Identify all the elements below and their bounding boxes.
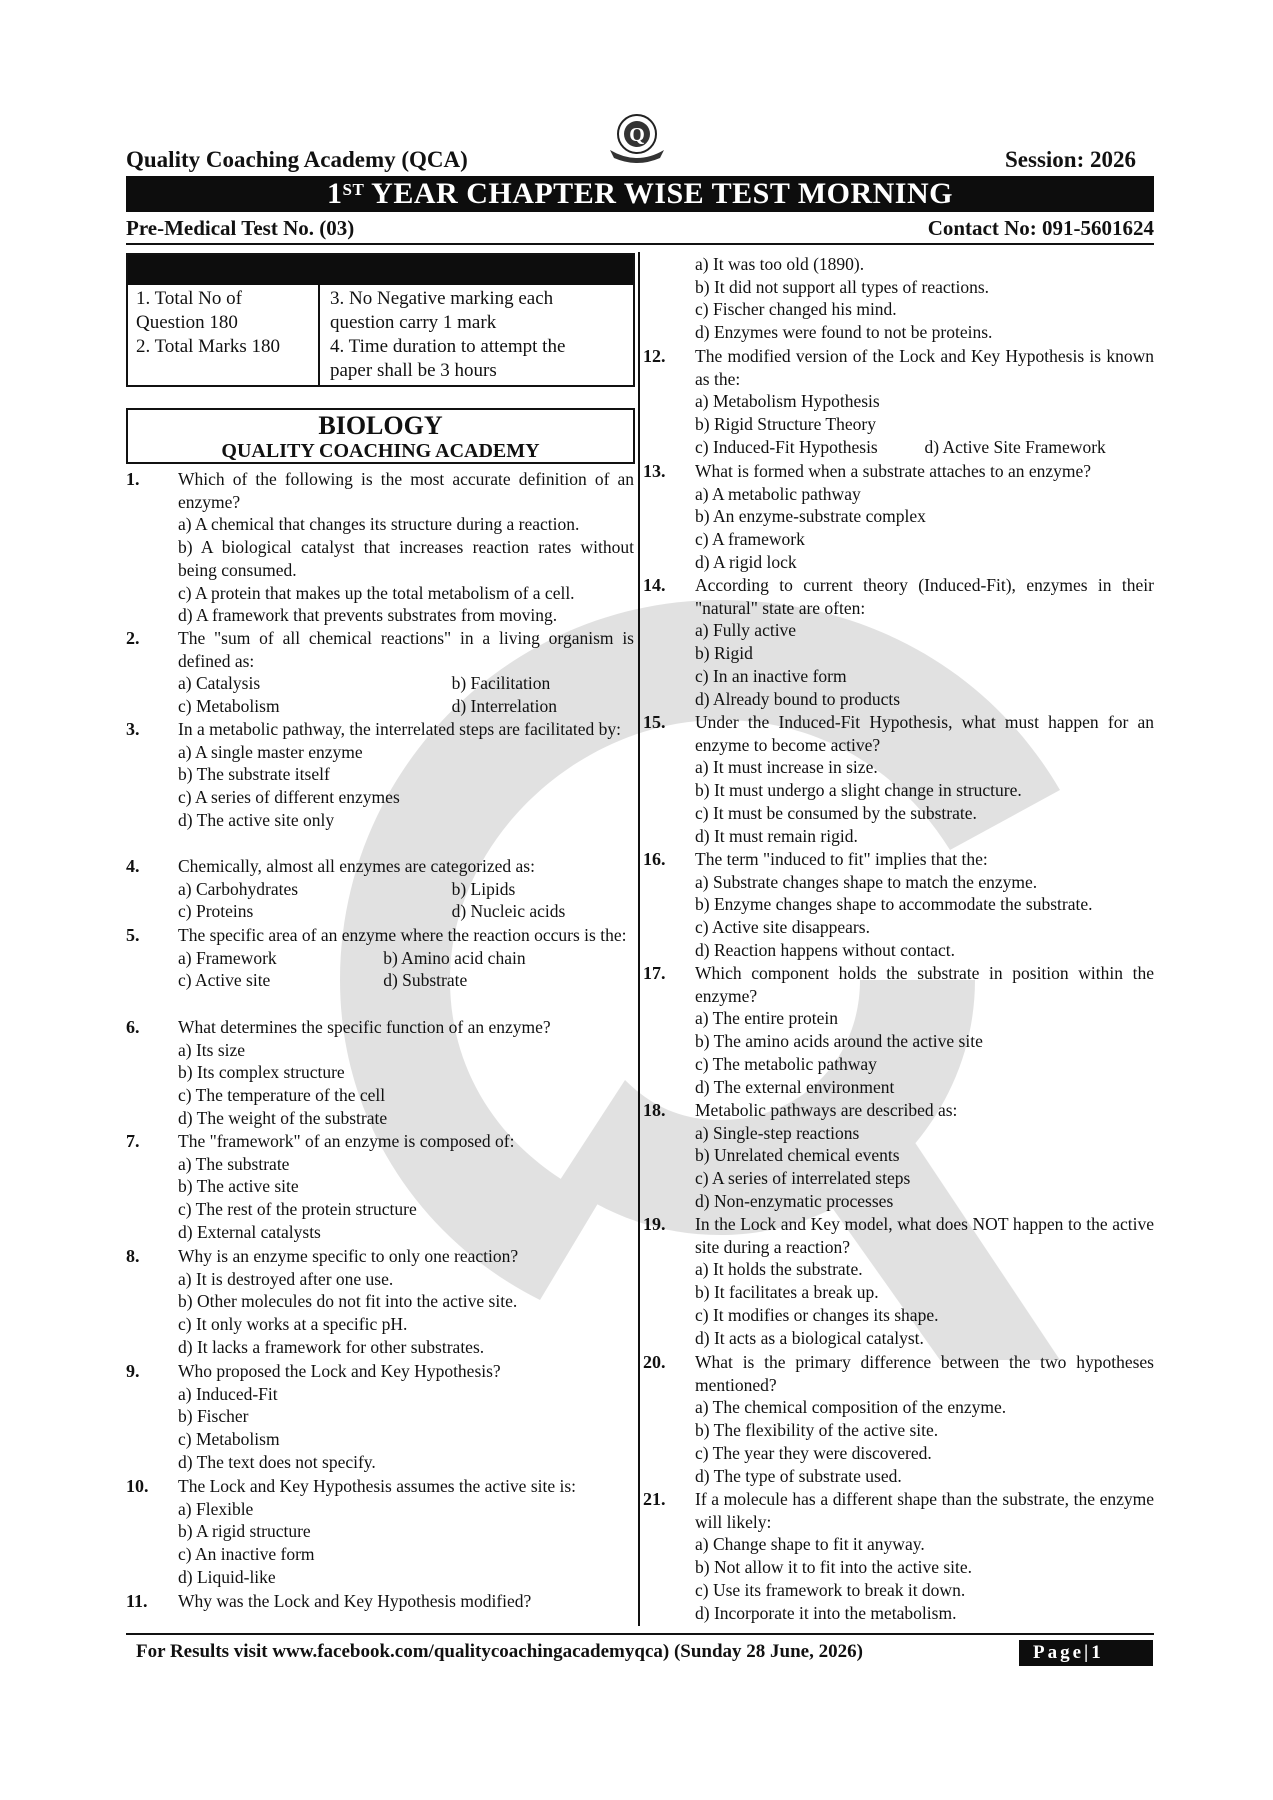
column-divider <box>638 252 640 1626</box>
question-number: 10. <box>126 1476 149 1496</box>
test-title <box>126 176 1154 212</box>
option-a: a) It was too old (1890). <box>695 254 865 274</box>
option-a: a) Catalysis <box>178 673 261 694</box>
option-a: a) Metabolism Hypothesis <box>695 391 880 412</box>
academy-name: Quality Coaching Academy (QCA) <box>126 147 468 172</box>
instruction-line: question carry 1 mark <box>330 312 497 333</box>
question-10 <box>126 1475 634 1589</box>
option-b: b) Enzyme changes shape to accommodate the substrate. <box>695 894 1093 915</box>
question-number: 12. <box>643 346 666 366</box>
question-21 <box>643 1488 1154 1624</box>
option-d: d) Liquid-like <box>178 1566 276 1587</box>
option-c: c) It must be consumed by the substrate. <box>695 802 977 823</box>
option-c: c) A framework <box>695 529 805 550</box>
question-number: 6. <box>126 1017 140 1037</box>
question-stem: Which of the following is the most accurate definition of an enzyme? <box>178 469 634 512</box>
question-stem: Under the Induced-Fit Hypothesis, what must happen for an enzyme to become active? <box>695 712 1154 755</box>
instructions-box <box>126 253 635 387</box>
option-c: c) Metabolism <box>178 1429 280 1450</box>
question-17 <box>643 962 1154 1098</box>
subject-academy: QUALITY COACHING ACADEMY <box>221 440 540 462</box>
question-4 <box>126 855 634 923</box>
option-a: a) Carbohydrates <box>178 878 299 899</box>
option-c: c) Active site <box>178 970 271 991</box>
question-stem: What is the primary difference between the two hypotheses mentioned? <box>695 1352 1154 1395</box>
page-number: Page|1 <box>1019 1640 1153 1666</box>
question-19 <box>643 1213 1154 1349</box>
question-stem: The modified version of the Lock and Key Hypothesis is known as the: <box>695 346 1154 389</box>
test-number: Pre-Medical Test No. (03) <box>126 216 355 240</box>
option-a: a) Framework <box>178 947 277 968</box>
option-b: b) Lipids <box>451 878 516 899</box>
option-d: d) Non-enzymatic processes <box>695 1190 894 1211</box>
question-number: 15. <box>643 712 666 732</box>
question-number: 3. <box>126 719 140 739</box>
option-b: b) Amino acid chain <box>383 947 526 968</box>
option-a: a) Change shape to fit it anyway. <box>695 1534 925 1555</box>
option-a: a) Its size <box>178 1039 246 1060</box>
question-stem: The Lock and Key Hypothesis assumes the active site is: <box>178 1476 577 1496</box>
option-d: d) Active Site Framework <box>924 436 1106 457</box>
question-number: 9. <box>126 1361 140 1381</box>
question-1 <box>126 468 634 627</box>
question-number: 8. <box>126 1246 140 1266</box>
option-d: d) Interrelation <box>451 696 558 717</box>
option-a: a) Flexible <box>178 1498 254 1519</box>
option-d: d) Reaction happens without contact. <box>695 939 955 960</box>
option-c: c) A series of interrelated steps <box>695 1168 911 1189</box>
question-20 <box>643 1351 1154 1487</box>
question-stem: Chemically, almost all enzymes are categorized as: <box>178 856 535 876</box>
option-d: d) It acts as a biological catalyst. <box>695 1327 924 1348</box>
option-b: b) Facilitation <box>451 673 551 694</box>
option-c: c) An inactive form <box>178 1544 315 1565</box>
question-number: 11. <box>126 1591 148 1611</box>
option-b: b) Unrelated chemical events <box>695 1145 900 1166</box>
option-a: a) Single-step reactions <box>695 1122 860 1143</box>
option-d: d) Substrate <box>383 970 468 991</box>
option-b: b) The substrate itself <box>178 764 330 785</box>
option-a: a) A metabolic pathway <box>695 483 861 504</box>
question-number: 7. <box>126 1131 140 1151</box>
question-13 <box>643 460 1154 574</box>
option-d: d) The text does not specify. <box>178 1451 376 1472</box>
option-c: c) A protein that makes up the total metabolism of a cell. <box>178 582 575 603</box>
option-c: c) Induced-Fit Hypothesis <box>695 436 878 457</box>
option-d: d) The weight of the substrate <box>178 1107 388 1128</box>
question-stem: Why is an enzyme specific to only one reaction? <box>178 1246 519 1266</box>
question-3 <box>126 718 634 832</box>
option-a: a) It must increase in size. <box>695 757 878 778</box>
question-number: 5. <box>126 925 140 945</box>
option-a: a) The entire protein <box>695 1008 839 1029</box>
option-d: d) Incorporate it into the metabolism. <box>695 1602 957 1623</box>
option-b: b) Other molecules do not fit into the active site. <box>178 1291 518 1312</box>
option-b: b) Rigid <box>695 643 753 664</box>
question-number: 14. <box>643 575 666 595</box>
option-c: c) A series of different enzymes <box>178 787 400 808</box>
option-a: a) The substrate <box>178 1153 290 1174</box>
instructions-right <box>330 287 626 383</box>
option-c: c) Metabolism <box>178 696 280 717</box>
footer-divider <box>126 1633 1154 1635</box>
option-d: d) A framework that prevents substrates from moving. <box>178 605 558 626</box>
question-7 <box>126 1130 634 1244</box>
question-stem: In a metabolic pathway, the interrelated steps are facilitated by: <box>178 719 621 739</box>
question-15 <box>643 711 1154 847</box>
instructions-divider <box>318 285 320 385</box>
option-c: c) The temperature of the cell <box>178 1085 386 1106</box>
instruction-line: 4. Time duration to attempt the <box>330 336 566 357</box>
results-link[interactable]: For Results visit www.facebook.com/qualitycoachingacademyqca) (Sunday 28 June, 2026) <box>136 1641 863 1662</box>
title-text: YEAR CHAPTER WISE TEST MORNING <box>364 177 953 210</box>
question-stem: Why was the Lock and Key Hypothesis modified? <box>178 1591 532 1611</box>
option-b: b) Its complex structure <box>178 1062 345 1083</box>
question-number: 4. <box>126 856 140 876</box>
question-16 <box>643 848 1154 962</box>
option-d: d) It must remain rigid. <box>695 825 858 846</box>
instructions-header-bar <box>128 255 633 285</box>
option-d: d) The active site only <box>178 809 335 830</box>
option-c: c) The year they were discovered. <box>695 1442 932 1463</box>
question-number: 1. <box>126 469 140 489</box>
question-2 <box>126 627 634 718</box>
option-c: c) In an inactive form <box>695 665 847 686</box>
option-c: c) Active site disappears. <box>695 917 870 938</box>
question-14 <box>643 574 1154 710</box>
question-stem: The term "induced to fit" implies that the: <box>695 849 988 869</box>
question-number: 18. <box>643 1100 666 1120</box>
question-stem: Who proposed the Lock and Key Hypothesis? <box>178 1361 501 1381</box>
question-stem: The "sum of all chemical reactions" in a living organism is defined as: <box>178 628 634 671</box>
question-number: 21. <box>643 1489 666 1509</box>
question-stem: Which component holds the substrate in position within the enzyme? <box>695 963 1154 1006</box>
instruction-line: 2. Total Marks 180 <box>136 336 280 357</box>
option-a: a) Substrate changes shape to match the enzyme. <box>695 871 1038 892</box>
header-divider <box>126 243 1154 245</box>
title-number: 1 <box>327 177 343 210</box>
option-c: c) The metabolic pathway <box>695 1053 877 1074</box>
option-d: d) It lacks a framework for other substrates. <box>178 1336 485 1357</box>
question-9 <box>126 1360 634 1474</box>
question-stem: The "framework" of an enzyme is composed of: <box>178 1131 515 1151</box>
option-d: d) Enzymes were found to not be proteins. <box>695 322 993 343</box>
question-number: 13. <box>643 461 666 481</box>
option-b: b) The active site <box>178 1176 299 1197</box>
option-b: b) Fischer <box>178 1406 249 1427</box>
question-11 <box>126 1590 634 1613</box>
question-8 <box>126 1245 634 1359</box>
option-a: a) It holds the substrate. <box>695 1259 863 1280</box>
option-b: b) It must undergo a slight change in structure. <box>695 780 1022 801</box>
instructions-left <box>136 287 312 359</box>
instruction-line: Question 180 <box>136 312 238 333</box>
option-b: b) A biological catalyst that increases reaction rates without being consumed. <box>178 537 634 580</box>
session-label: Session: 2026 <box>1005 147 1136 172</box>
option-b: b) A rigid structure <box>178 1521 311 1542</box>
option-d: d) External catalysts <box>178 1221 321 1242</box>
option-c: c) Use its framework to break it down. <box>695 1579 966 1600</box>
option-a: a) Fully active <box>695 620 797 641</box>
option-c: c) Proteins <box>178 901 254 922</box>
option-a: a) The chemical composition of the enzyme. <box>695 1397 1007 1418</box>
option-b: b) The flexibility of the active site. <box>695 1420 939 1441</box>
question-stem: What determines the specific function of an enzyme? <box>178 1017 551 1037</box>
question-number: 20. <box>643 1352 666 1372</box>
instruction-line: 3. No Negative marking each <box>330 288 554 309</box>
question-stem: In the Lock and Key model, what does NOT happen to the active site during a reaction? <box>695 1214 1154 1257</box>
title-superscript: ST <box>342 180 365 199</box>
option-d: d) Nucleic acids <box>451 901 566 922</box>
question-6 <box>126 1016 634 1130</box>
instruction-line: 1. Total No of <box>136 288 242 309</box>
option-b: b) Rigid Structure Theory <box>695 414 876 435</box>
option-b: b) The amino acids around the active site <box>695 1031 983 1052</box>
logo-letter: Q <box>629 124 645 146</box>
subject-title: BIOLOGY <box>318 411 443 440</box>
option-d: d) A rigid lock <box>695 551 797 572</box>
option-b: b) It facilitates a break up. <box>695 1282 879 1303</box>
question-stem: Metabolic pathways are described as: <box>695 1100 958 1120</box>
contact-number: Contact No: 091-5601624 <box>927 216 1154 240</box>
question-stem: What is formed when a substrate attaches to an enzyme? <box>695 461 1092 481</box>
option-a: a) Induced-Fit <box>178 1383 278 1404</box>
option-a: a) A chemical that changes its structure during a reaction. <box>178 514 580 535</box>
option-c: c) It only works at a specific pH. <box>178 1314 408 1335</box>
academy-logo-icon <box>604 110 670 166</box>
question-stem: According to current theory (Induced-Fit), enzymes in their "natural" state are often: <box>695 575 1154 618</box>
question-stem: The specific area of an enzyme where the reaction occurs is the: <box>178 925 627 945</box>
subject-box <box>126 408 635 464</box>
option-b: b) It did not support all types of reactions. <box>695 276 990 297</box>
option-b: b) Not allow it to fit into the active site. <box>695 1557 973 1578</box>
option-c: c) It modifies or changes its shape. <box>695 1304 939 1325</box>
question-5 <box>126 924 634 992</box>
option-c: c) The rest of the protein structure <box>178 1199 417 1220</box>
question-18 <box>643 1099 1154 1213</box>
question-number: 17. <box>643 963 666 983</box>
question-12 <box>643 345 1154 459</box>
question-number: 16. <box>643 849 666 869</box>
option-d: d) The external environment <box>695 1076 895 1097</box>
question-stem: If a molecule has a different shape than the substrate, the enzyme will likely: <box>695 1489 1154 1532</box>
option-c: c) Fischer changed his mind. <box>695 299 897 320</box>
option-d: d) Already bound to products <box>695 688 901 709</box>
option-d: d) The type of substrate used. <box>695 1465 902 1486</box>
option-a: a) A single master enzyme <box>178 741 363 762</box>
question-11-options <box>643 253 1154 344</box>
instruction-line: paper shall be 3 hours <box>330 360 497 381</box>
option-a: a) It is destroyed after one use. <box>178 1268 394 1289</box>
question-number: 19. <box>643 1214 666 1234</box>
option-b: b) An enzyme-substrate complex <box>695 506 926 527</box>
question-number: 2. <box>126 628 140 648</box>
